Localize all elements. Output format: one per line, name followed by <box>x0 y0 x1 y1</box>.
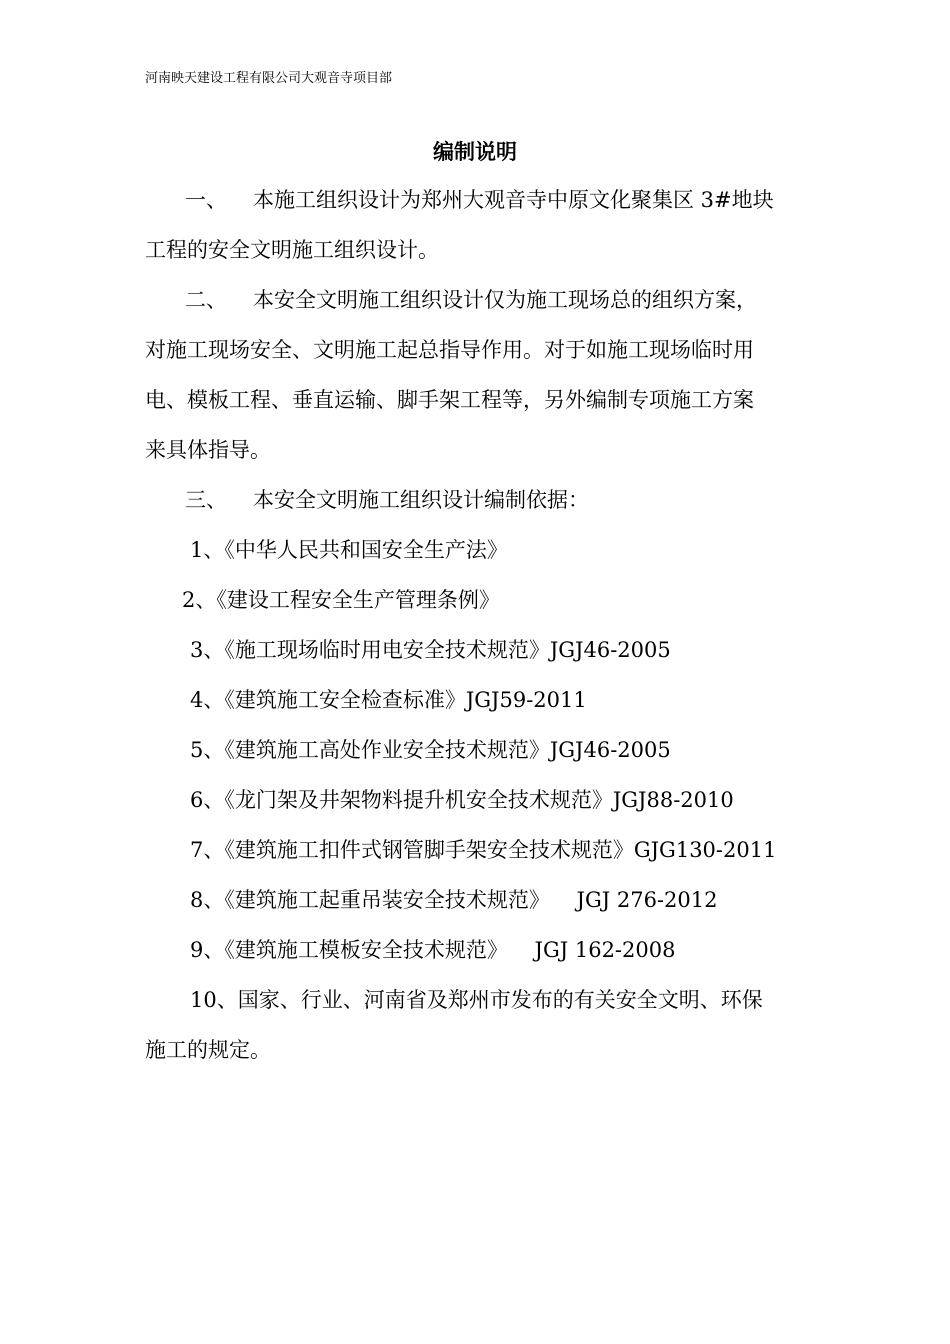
para2-number: 二、 <box>185 288 227 312</box>
para1-text-line1: 本施工组织设计为郑州大观音寺中原文化聚集区 3#地块 <box>253 188 774 212</box>
para1-line2: 工程的安全文明施工组织设计。 <box>145 238 439 262</box>
para3-text-line1: 本安全文明施工组织设计编制依据： <box>253 488 589 512</box>
basis-item-2: 2、《建设工程安全生产管理条例》 <box>182 588 500 612</box>
para2-text-line1: 本安全文明施工组织设计仅为施工现场总的组织方案， <box>253 288 757 312</box>
para3-line1 <box>185 485 589 515</box>
header-divider <box>145 90 805 91</box>
basis-item-5: 5、《建筑施工高处作业安全技术规范》JGJ46-2005 <box>190 738 671 762</box>
basis-item-6: 6、《龙门架及井架物料提升机安全技术规范》JGJ88-2010 <box>190 788 734 812</box>
basis-item-9: 9、《建筑施工模板安全技术规范》 JGJ 162-2008 <box>190 938 676 962</box>
para10-line1: 10、国家、行业、河南省及郑州市发布的有关安全文明、环保 <box>190 988 763 1012</box>
document-title: 编制说明 <box>433 139 517 164</box>
basis-item-4: 4、《建筑施工安全检查标准》JGJ59-2011 <box>190 688 587 712</box>
para10-line2: 施工的规定。 <box>145 1038 271 1062</box>
para2-line1 <box>185 285 757 315</box>
para2-line4: 来具体指导。 <box>145 438 271 462</box>
basis-item-8: 8、《建筑施工起重吊装安全技术规范》 JGJ 276-2012 <box>190 888 718 912</box>
basis-item-1: 1、《中华人民共和国安全生产法》 <box>190 538 508 562</box>
para3-number: 三、 <box>185 488 227 512</box>
basis-item-3: 3、《施工现场临时用电安全技术规范》JGJ46-2005 <box>190 638 671 662</box>
basis-item-7: 7、《建筑施工扣件式钢管脚手架安全技术规范》GJG130-2011 <box>190 838 777 862</box>
page-header: 河南映天建设工程有限公司大观音寺项目部 <box>145 71 393 86</box>
para1-line1 <box>185 185 774 215</box>
para2-line3: 电、模板工程、垂直运输、脚手架工程等，另外编制专项施工方案 <box>145 388 754 412</box>
para2-line2: 对施工现场安全、文明施工起总指导作用。对于如施工现场临时用 <box>145 338 754 362</box>
para1-number: 一、 <box>185 188 227 212</box>
